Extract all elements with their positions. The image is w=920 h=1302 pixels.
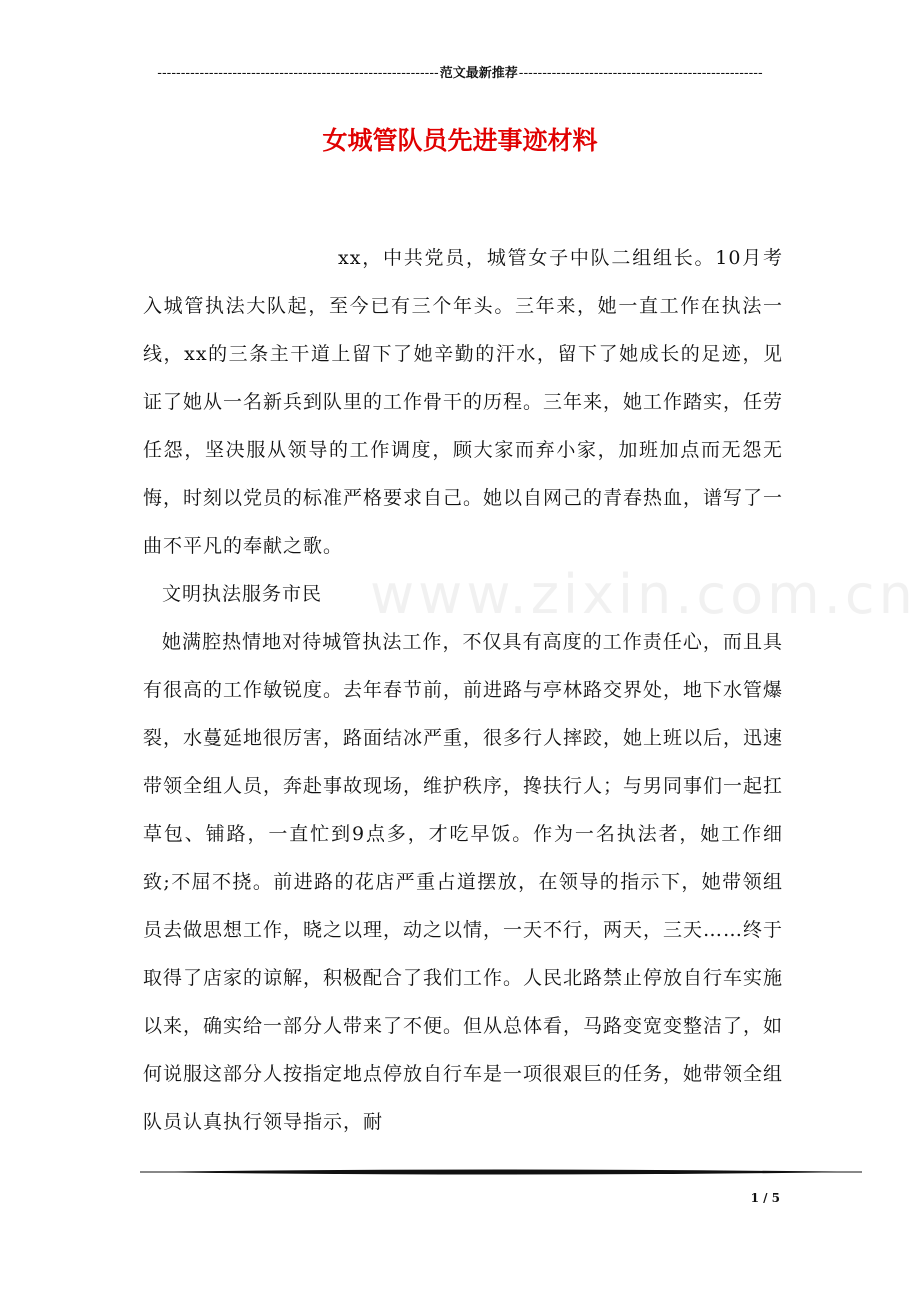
- page-header: [140, 64, 780, 84]
- paragraph-intro: xx，中共党员，城管女子中队二组组长。10月考入城管执法大队起，至今已有三个年头。三年来，她一直工作在执法一线，xx的三条主干道上留下了她辛勤的汗水，留下了她成长的足迹，见证了她从一名新兵到队里的工作骨干的历程。三年来，她工作踏实，任劳任怨，坚决服从领导的工作调度，顾大家而弃小家，加班加点而无怨无悔，时刻以党员的标准严格要求自己。她以自网己的青春热血，谱写了一曲不平凡的奉献之歌。: [143, 247, 784, 557]
- section-heading: 文明执法服务市民: [162, 583, 323, 605]
- footer-rule: [140, 1166, 862, 1180]
- header-rule-left: ------------------------------------------------------------: [157, 66, 439, 81]
- page-number: 1 / 5: [750, 1191, 780, 1205]
- document-body: [143, 234, 783, 1146]
- paragraph-body: 她满腔热情地对待城管执法工作，不仅具有高度的工作责任心，而且具有很高的工作敏锐度。去年春节前，前进路与亭林路交界处，地下水管爆裂，水蔓延地很厉害，路面结冰严重，很多行人摔跤，她上班以后，迅速带领全组人员，奔赴事故现场，维护秩序，搀扶行人；与男同事们一起扛草包、铺路，一直忙到9点多，才吃早饭。作为一名执法者，她工作细致;不屈不挠。前进路的花店严重占道摆放，在领导的指示下，她带领组员去做思想工作，晓之以理，动之以情，一天不行，两天，三天……终于取得了店家的谅解，积极配合了我们工作。人民北路禁止停放自行车实施以来，确实给一部分人带来了不便。但从总体看，马路变宽变整洁了，如何说服这部分人按指定地点停放自行车是一项很艰巨的任务，她带领全组队员认真执行领导指示，耐: [143, 631, 784, 1133]
- watermark: www.zixin.com.cn: [370, 563, 917, 626]
- header-label: 范文最新推荐: [439, 66, 518, 81]
- header-rule-right: ----------------------------------------------------: [518, 66, 763, 81]
- document-title: 女城管队员先进事迹材料: [322, 126, 598, 155]
